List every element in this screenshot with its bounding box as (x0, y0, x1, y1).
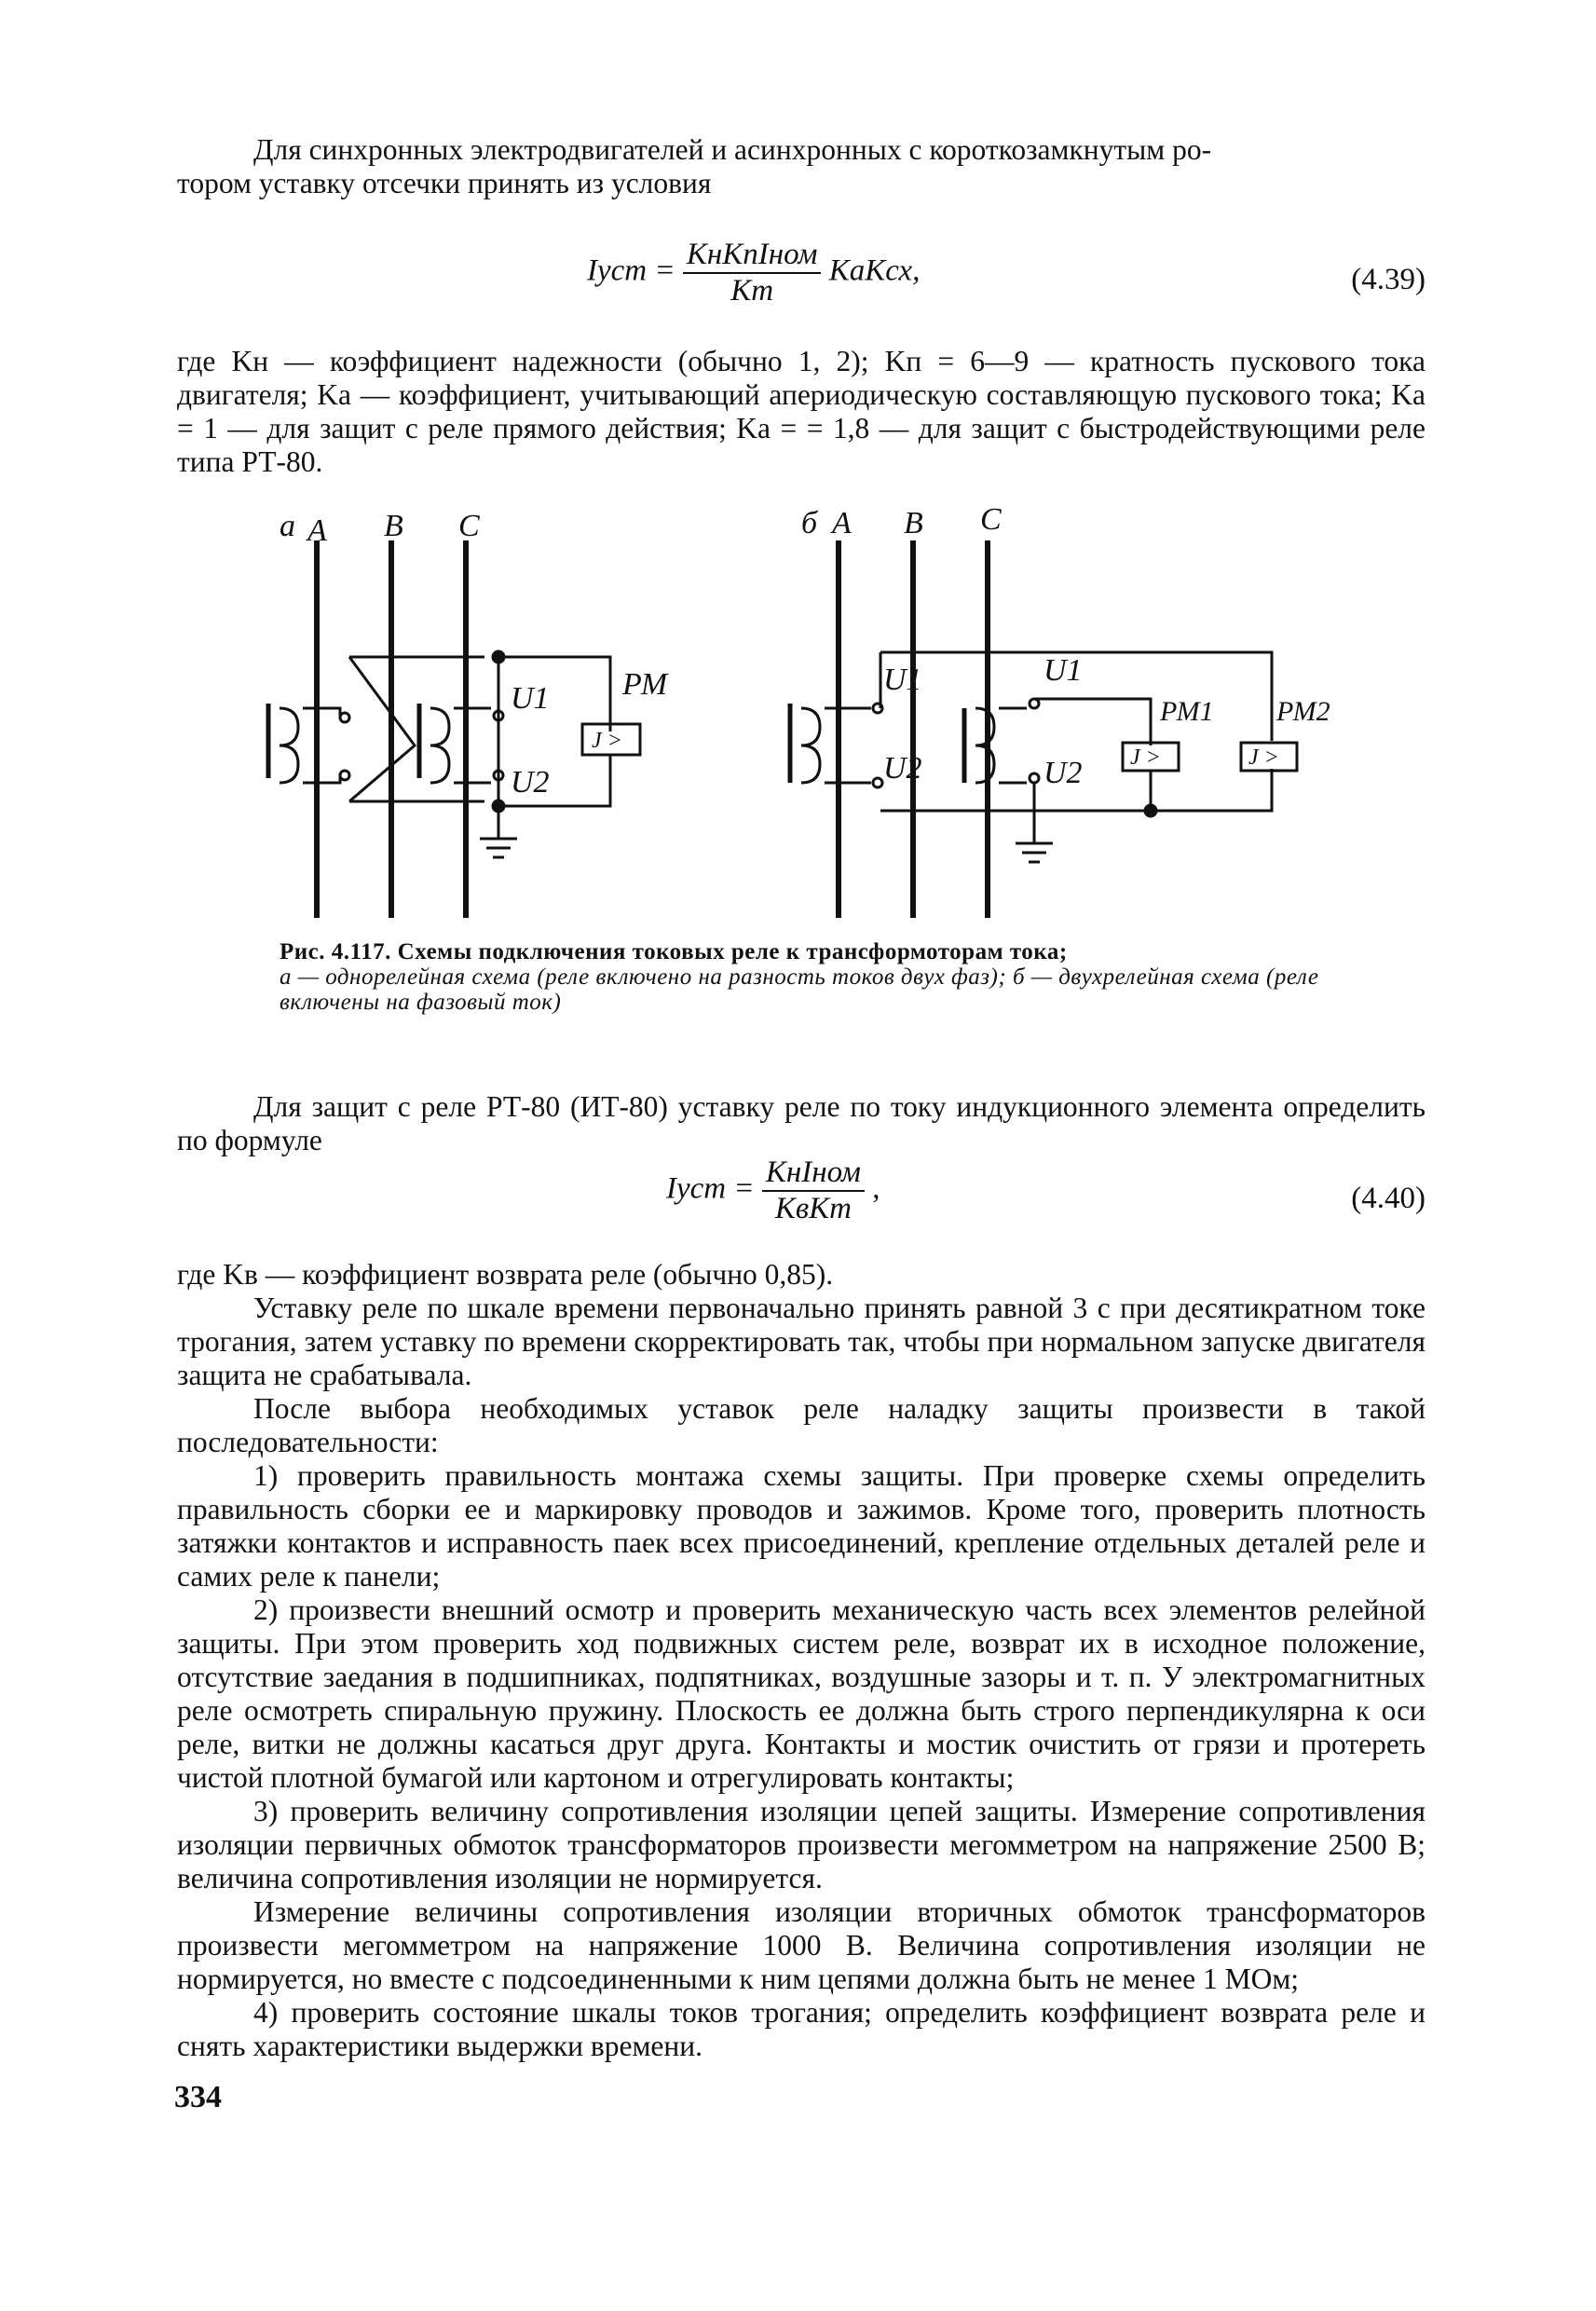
paragraph-step-3: 3) проверить величину сопротивления изоляции цепей защиты. Измерение сопротивления изоляции первичных обмоток трансформаторов произвести мегомметром на напряжение 2500 В; величина сопротивления изоляции не нормируется. (177, 1795, 1425, 1894)
scheme-b-relay2-label: J > (1248, 745, 1279, 770)
figure-4-117 (0, 494, 1596, 932)
intro-line-2: тором уставку отсечки принять из условия (177, 167, 712, 199)
scheme-a-relay-label: J > (592, 729, 622, 753)
scheme-b-phase-b-label: В (904, 506, 923, 540)
paragraph-insulation-secondary: Измерение величины сопротивления изоляции вторичных обмоток трансформаторов произвести мегомметром на напряжение 1000 В. Величина сопротивления изоляции не нормируется, но вместе с подсоединенными к ним цепями должна быть не менее 1 МОм; (177, 1895, 1425, 1995)
scheme-a-phase-b-label: В (384, 509, 403, 543)
scheme-a-u2-label: U2 (511, 765, 550, 800)
body-text (177, 1258, 1425, 2063)
formula-4-40-lhs: Iуст = (666, 1171, 755, 1206)
figure-label-a: а (280, 509, 295, 543)
scheme-a-u1-label: U1 (511, 681, 550, 716)
where-clause-4-39 (177, 345, 1425, 479)
formula-4-39-denominator: Kт (730, 274, 774, 308)
caption-body: а — однорелейная схема (реле включено на разность токов двух фаз); б — двухрелейная схема (реле включены на фазовый ток) (280, 964, 1319, 1015)
paragraph-sequence: После выбора необходимых уставок реле наладку защиты произвести в такой последовательности: (177, 1392, 1425, 1458)
scheme-a-rm-label: РМ (622, 667, 668, 702)
equation-number-4-39: (4.39) (1351, 263, 1425, 296)
formula-4-39 (587, 238, 920, 308)
scheme-a-phase-a-label: А (307, 513, 327, 548)
formula-4-39-numerator: KнKпIном (683, 238, 822, 274)
formula-4-40-tail: , (872, 1171, 880, 1206)
scheme-a-phase-c-label: С (458, 509, 480, 543)
where-4-39-text: где Kн — коэффициент надежности (обычно 1, 2); Kп = 6—9 — кратность пускового тока двигателя; Kа — коэффициент, учитывающий апериодическую составляющую пускового тока; Kа = 1 — для защит с реле прямого действия; Kа = = 1,8 — для защит с быстродействующими реле типа РТ-80. (177, 345, 1425, 478)
scheme-b-u2-left-label: U2 (883, 751, 922, 786)
paragraph-step-2: 2) произвести внешний осмотр и проверить механическую часть всех элементов релейной защиты. При этом проверить ход подвижных систем реле, возврат их в исходное положение, отсутствие заедания в подшипниках, подпятниках, воздушные зазоры и т. п. У электромагнитных реле осмотреть спиральную пружину. Плоскость ее должна быть строго перпендикулярна к оси реле, витки не должны касаться друг друга. Контакты и мостик очистить от грязи и протереть чистой плотной бумагой или картоном и отрегулировать контакты; (177, 1593, 1425, 1794)
figure-label-b: б (801, 506, 818, 540)
scheme-b-phase-c-label: С (980, 502, 1002, 537)
scheme-b-u1-left-label: U1 (883, 663, 922, 697)
scheme-b-relay1-label: J > (1130, 745, 1161, 770)
scheme-b-phase-a-label: А (832, 506, 852, 540)
scheme-b-rm2-label: РМ2 (1276, 696, 1330, 727)
scheme-b-u1-right-label: U1 (1044, 653, 1083, 688)
where-4-40-text: где Kв — коэффициент возврата реле (обычно 0,85). (177, 1258, 834, 1291)
intro-line-1: Для синхронных электродвигателей и асинхронных с короткозамкнутым ро- (253, 133, 1212, 166)
figure-caption (280, 939, 1332, 1015)
scheme-b-rm1-label: РМ1 (1160, 696, 1214, 727)
formula-4-40-numerator: KнIном (762, 1156, 865, 1192)
intro-paragraph (177, 133, 1425, 200)
page-number: 334 (174, 2080, 222, 2114)
formula-4-39-lhs: Iуст = (587, 253, 675, 288)
paragraph-time-setting: Уставку реле по шкале времени первоначально принять равной 3 с при десятикратном токе трогания, затем уставку по времени скорректировать так, чтобы при нормальном запуске двигателя защита не срабатывала. (177, 1292, 1425, 1391)
formula-4-40-denominator: KвKт (774, 1192, 852, 1225)
equation-number-4-40: (4.40) (1351, 1182, 1425, 1215)
formula-4-39-tail: KаKсх, (828, 253, 921, 288)
para-4-40-intro (177, 1090, 1425, 1157)
formula-4-40-fraction (762, 1156, 865, 1226)
formula-4-39-fraction (683, 238, 822, 308)
paragraph-step-1: 1) проверить правильность монтажа схемы защиты. При проверке схемы определить правильность сборки ее и маркировку проводов и зажимов. Кроме того, проверить плотность затяжки контактов и исправность паек всех присоединений, крепление отдельных деталей реле и самих реле к панели; (177, 1459, 1425, 1593)
para-4-40-intro-text: Для защит с реле РТ-80 (ИТ-80) уставку реле по току индукционного элемента определить по формуле (177, 1090, 1425, 1156)
paragraph-step-4: 4) проверить состояние шкалы токов трогания; определить коэффициент возврата реле и снять характеристики выдержки времени. (177, 1996, 1425, 2062)
formula-4-40 (666, 1156, 880, 1226)
scheme-b-u2-right-label: U2 (1044, 756, 1083, 790)
caption-title: Рис. 4.117. Схемы подключения токовых реле к трансформоторам тока; (280, 939, 1068, 964)
